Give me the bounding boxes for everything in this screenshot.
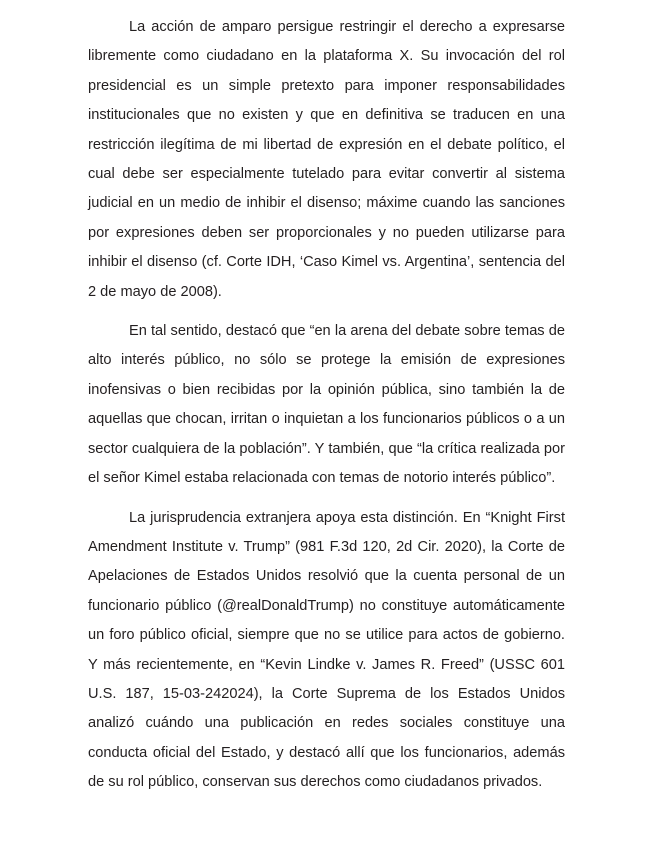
paragraph-2: En tal sentido, destacó que “en la arena del debate sobre temas de alto interés público, no sólo se protege la emisión de expresiones inofensivas o bien recibidas por la opinión pública, sino también la de aquellas que chocan, irritan o inquietan a los funcionarios públicos o a un sector cualquiera de la población”. Y también, que “la crítica realizada por el señor Kimel estaba relacionada con temas de notorio interés público”.: [88, 323, 565, 487]
paragraph-1: La acción de amparo persigue restringir el derecho a expresarse libremente como ciudadano en la plataforma X. Su invocación del rol presidencial es un simple pretexto para imponer responsabilidades institucionales que no existen y que en definitiva se traducen en una restricción ilegítima de mi libertad de expresión en el debate político, el cual debe ser especialmente tutelado para evitar convertir al sistema judicial en un medio de inhibir el disenso; máxime cuando las sanciones por expresiones deben ser proporcionales y no pueden utilizarse para inhibir el disenso (cf. Corte IDH, ‘Caso Kimel vs. Argentina’, sentencia del 2 de mayo de 2008).: [88, 19, 565, 300]
paragraph-3: La jurisprudencia extranjera apoya esta distinción. En “Knight First Amendment Institute v. Trump” (981 F.3d 120, 2d Cir. 2020), la Corte de Apelaciones de Estados Unidos resolvió que la cuenta personal de un funcionario público (@realDonaldTrump) no constituye automáticamente un foro público oficial, siempre que no se utilice para actos de gobierno. Y más recientemente, en “Kevin Lindke v. James R. Freed” (USSC 601 U.S. 187, 15-03-242024), la Corte Suprema de los Estados Unidos analizó cuándo una publicación en redes sociales constituye una conducta oficial del Estado, y destacó allí que los funcionarios, además de su rol público, conservan sus derechos como ciudadanos privados.: [88, 509, 565, 791]
document-body: [88, 0, 565, 798]
